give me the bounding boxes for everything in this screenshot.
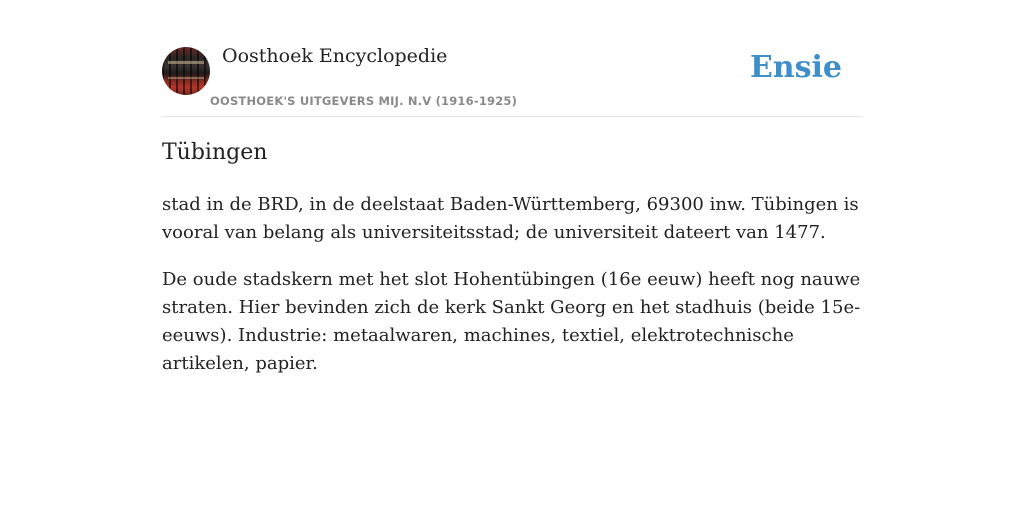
header — [162, 0, 862, 117]
site-name-link[interactable]: Oosthoek Encyclopedie — [222, 45, 448, 67]
publisher-label: OOSTHOEK'S UITGEVERS MIJ. N.V (1916-1925) — [210, 94, 518, 108]
article-paragraph: De oude stadskern met het slot Hohentübingen (16e eeuw) heeft nog nauwe straten. Hier bevinden zich de kerk Sankt Georg en het stadhuis (beide 15e-eeuws). Industrie: metaalwaren, machines, textiel, elektrotechnische artikelen, papier. — [162, 269, 861, 374]
ensie-logo[interactable]: Ensie — [749, 50, 842, 85]
article-body — [162, 191, 874, 397]
encyclopedia-books-avatar[interactable] — [162, 47, 210, 95]
book-spine-band — [168, 77, 204, 79]
article-title: Tübingen — [162, 140, 268, 165]
book-spine-band — [168, 61, 204, 64]
page — [162, 0, 862, 374]
article-paragraph: stad in de BRD, in de deelstaat Baden-Württemberg, 69300 inw. Tübingen is vooral van belang als universiteitsstad; de universiteit dateert van 1477. — [162, 194, 859, 243]
